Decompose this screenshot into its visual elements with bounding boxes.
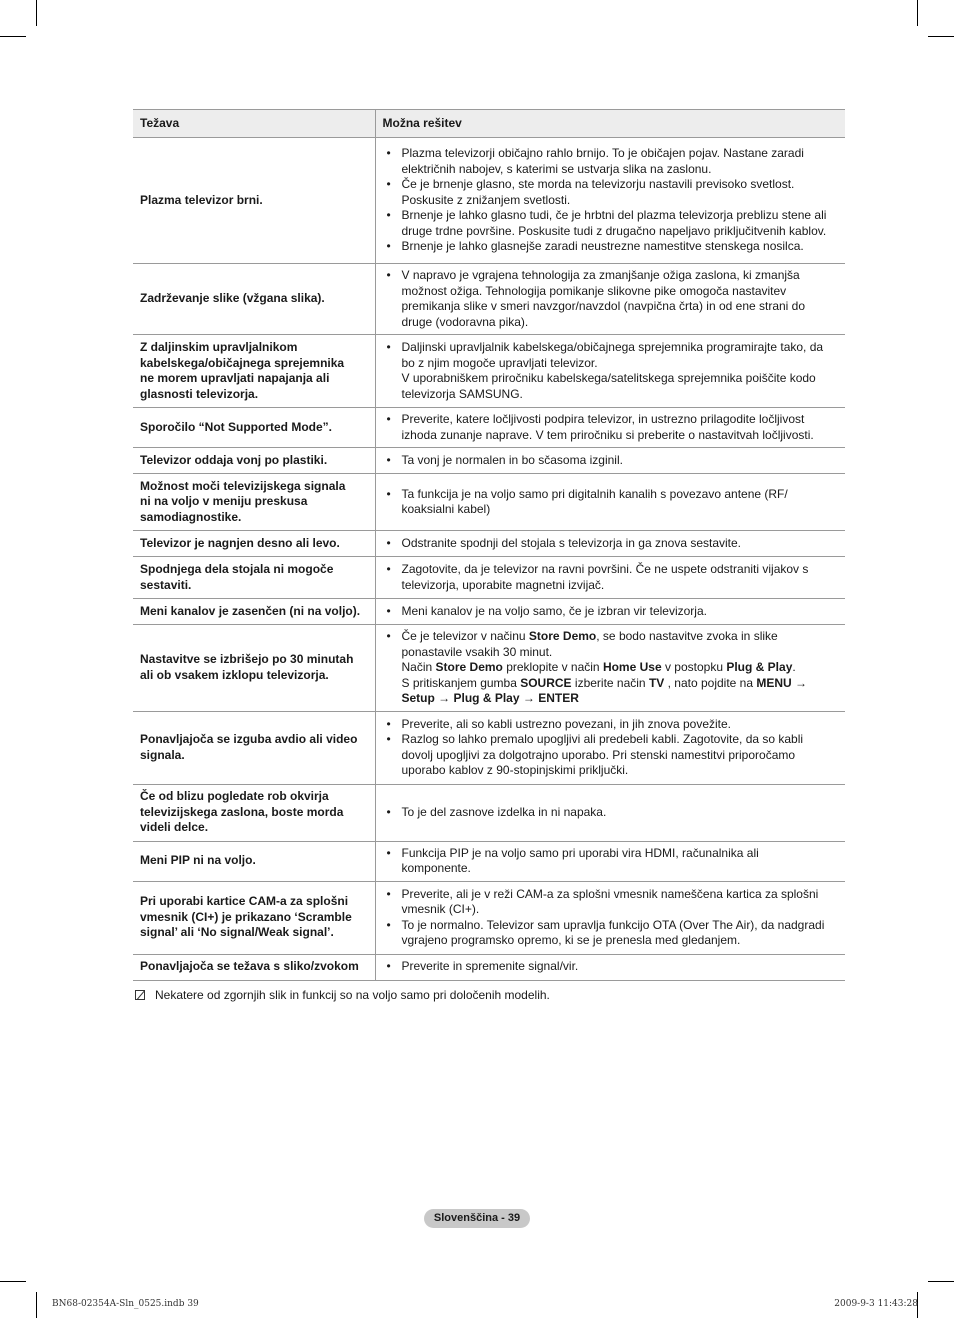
menu-term: Store Demo [528, 629, 597, 643]
solution-item [384, 887, 840, 918]
problem-text: Zadrževanje slike (vžgana slika). [140, 291, 325, 306]
solution-list [384, 453, 840, 469]
problem-text: sestaviti. [140, 577, 192, 592]
table-row [133, 711, 845, 784]
page-number-badge: Slovenščina - 39 [424, 1209, 530, 1228]
problem-cell [133, 784, 375, 841]
header-solution: Možna rešitev [375, 110, 845, 138]
solution-text: • Preverite in spremenite signal/vir. [401, 959, 579, 974]
table-row [133, 557, 845, 599]
header-problem: Težava [133, 110, 375, 138]
menu-term: Plug & Play [726, 660, 793, 674]
menu-term: MENU → [756, 675, 808, 690]
problem-text: ni na voljo v meniju preskusa [140, 494, 308, 509]
solution-text: druge (vodoravna pika). [401, 314, 529, 329]
solution-text: • Preverite, ali so kabli ustrezno povezani, in jih znova povežite. [401, 716, 732, 731]
solution-item [384, 487, 840, 518]
solution-cell [375, 408, 845, 448]
table-row [133, 335, 845, 408]
solution-item [384, 805, 840, 821]
solution-item [384, 717, 840, 733]
problem-cell [133, 408, 375, 448]
table-row [133, 784, 845, 841]
solution-text: • To je normalno. Televizor sam upravlja funkcijo OTA (Over The Air), da nadgradi [401, 917, 825, 932]
solution-item [384, 604, 840, 620]
table-row [133, 264, 845, 335]
solution-list [384, 604, 840, 620]
solution-item [384, 177, 840, 208]
menu-term: Store Demo [435, 660, 503, 674]
solution-text: • To je del zasnove izdelka in ni napaka. [401, 804, 607, 819]
problem-text: ne morem upravljati napajanja ali [140, 371, 330, 385]
solution-cell [375, 841, 845, 881]
problem-cell [133, 335, 375, 408]
problem-text: Možnost moči televizijskega signala [140, 478, 346, 493]
menu-term: Setup → Plug & Play → ENTER [401, 691, 579, 705]
solution-list [384, 717, 840, 779]
problem-cell [133, 557, 375, 599]
table-row [133, 841, 845, 881]
table-row [133, 138, 845, 264]
solution-text: • Daljinski upravljalnik kabelskega/običajnega sprejemnika programirajte tako, da [401, 340, 824, 354]
solution-item [384, 918, 840, 949]
problem-text: Ponavljajoča se težava s sliko/zvokom [140, 959, 359, 974]
solution-item [384, 412, 840, 443]
solution-text: električnih nabojev, s katerimi se ustvarja slika na zaslonu. [401, 161, 712, 176]
solution-text: • Ta vonj je normalen in bo sčasoma izginil. [401, 452, 623, 467]
solution-text: izberite način [571, 675, 649, 690]
solution-cell [375, 599, 845, 625]
solution-cell [375, 264, 845, 335]
solution-item [384, 453, 840, 469]
solution-text: premikanja slike v smeri navzgor/navzdol (navpična črta) in od ene strani do [401, 299, 806, 313]
solution-text: bo z njim mogoče upravljati televizor. [401, 355, 598, 370]
solution-text: • Brnenje je lahko glasno tudi, če je hrbtni del plazma televizorja preblizu stene ali [401, 208, 827, 223]
solution-text: ponastavile vsakih 30 minut. [401, 644, 553, 659]
problem-cell [133, 448, 375, 474]
table-row [133, 954, 845, 980]
print-footer-right: 2009-9-3 11:43:28 [834, 1299, 918, 1309]
solution-text: • Preverite, ali je v reži CAM-a za splošni vmesnik nameščena kartica za splošni [401, 886, 819, 901]
problem-cell [133, 711, 375, 784]
problem-cell [133, 841, 375, 881]
solution-item [384, 340, 840, 402]
table-row [133, 599, 845, 625]
solution-text: S pritiskanjem gumba [401, 675, 521, 690]
problem-text: signal’ ali ‘No signal/Weak signal’. [140, 925, 334, 940]
problem-text: Pri uporabi kartice CAM-a za splošni [140, 894, 349, 909]
solution-item [384, 562, 840, 593]
solution-cell [375, 448, 845, 474]
solution-item [384, 959, 840, 975]
solution-text: . [792, 660, 796, 674]
solution-line [402, 645, 840, 661]
solution-cell [375, 625, 845, 712]
solution-text: Poskusite z znižanjem svetlosti. [401, 192, 571, 207]
problem-cell [133, 474, 375, 531]
solution-text: možnost ožiga. Tehnologija pomikanje slikovne pike omogoča nastavitev [401, 283, 787, 298]
solution-line [402, 676, 840, 692]
solution-text: , nato pojdite na [664, 675, 757, 690]
solution-cell [375, 881, 845, 954]
problem-text: samodiagnostike. [140, 509, 242, 524]
crop-mark [928, 1281, 954, 1282]
solution-text: televizorja, uporabite magnetni izvijač. [401, 577, 605, 592]
solution-text: dovolj upogljivi za dolgotrajno uporabo. Pri stenski namestitvi priporočamo [401, 747, 796, 762]
problem-text: Če od blizu pogledate rob okvirja [140, 789, 329, 804]
solution-text: • Če je brnenje glasno, ste morda na televizorju nastavili previsoko svetlost. [401, 177, 795, 192]
crop-mark [928, 36, 954, 37]
solution-text: v postopku [661, 660, 727, 674]
problem-text: Sporočilo “Not Supported Mode”. [140, 419, 332, 434]
solution-cell [375, 531, 845, 557]
solution-cell [375, 711, 845, 784]
problem-text: Plazma televizor brni. [140, 192, 263, 207]
problem-text: Televizor oddaja vonj po plastiki. [140, 452, 328, 467]
crop-mark [36, 0, 37, 26]
crop-mark [36, 1292, 37, 1318]
solution-text: izhoda zunanje naprave. V tem priročniku si preberite o nastavitvah ločljivosti. [401, 427, 814, 442]
solution-item [384, 629, 840, 707]
table-row [133, 474, 845, 531]
solution-text: • Funkcija PIP je na voljo samo pri uporabi vira HDMI, računalnika ali [401, 845, 759, 860]
problem-text: Z daljinskim upravljalnikom [140, 340, 298, 354]
solution-text: Način [401, 660, 436, 674]
solution-list [384, 562, 840, 593]
solution-text: , se bodo nastavitve zvoka in slike [596, 629, 778, 643]
problem-text: Ponavljajoča se izguba avdio ali video [140, 732, 358, 746]
solution-text: vgrajeno programsko opremo, ki se je prenesla med gledanjem. [401, 933, 741, 947]
solution-list [384, 887, 840, 949]
problem-cell [133, 625, 375, 712]
problem-cell [133, 881, 375, 954]
problem-text: ali ob vsakem izklopu televizorja. [140, 667, 329, 682]
solution-text: • Zagotovite, da je televizor na ravni površini. Če ne uspete odstraniti vijakov s [401, 562, 809, 576]
solution-text: V uporabniškem priročniku kabelskega/satelitskega sprejemnika poiščite kodo [401, 371, 816, 385]
footnote [133, 988, 550, 1003]
solution-item [384, 239, 840, 255]
problem-text: Spodnjega dela stojala ni mogoče [140, 562, 334, 576]
solution-text: • Brnenje je lahko glasnejše zaradi neustrezne namestitve stenskega nosilca. [401, 239, 804, 254]
solution-list [384, 340, 840, 402]
table-row [133, 881, 845, 954]
table-row [133, 531, 845, 557]
solution-cell [375, 474, 845, 531]
print-footer-left: BN68-02354A-Sln_0525.indb 39 [52, 1299, 199, 1309]
solution-cell [375, 784, 845, 841]
table-header-row [133, 110, 845, 138]
solution-text: • Ta funkcija je na voljo samo pri digitalnih kanalih s povezavo antene (RF/ [401, 486, 788, 501]
solution-text: vmesnik (CI+). [401, 902, 480, 916]
solution-text: • V napravo je vgrajena tehnologija za zmanjšanje ožiga zaslona, ki zmanjša [401, 268, 800, 282]
problem-text: signala. [140, 747, 185, 762]
solution-text: koaksialni kabel) [401, 502, 491, 516]
solution-text: • Odstranite spodnji del stojala s televizorja in ga znova sestavite. [401, 535, 742, 550]
solution-text: Če je televizor v načinu [401, 629, 529, 643]
solution-text: druge trdne površine. Poskusite tudi z drugačno napeljavo priključitvenih kablov. [401, 223, 827, 238]
solution-text: komponente. [401, 861, 471, 875]
solution-list [384, 146, 840, 255]
table-row [133, 625, 845, 712]
solution-text: • Razlog so lahko premalo upogljivi ali predebeli kabli. Zagotovite, da so kabli [401, 732, 804, 746]
menu-term: Home Use [602, 660, 662, 674]
solution-item [384, 268, 840, 330]
solution-text: televizorja SAMSUNG. [401, 386, 523, 401]
problem-text: videli delce. [140, 820, 209, 835]
solution-item [384, 846, 840, 877]
solution-item [384, 208, 840, 239]
troubleshooting-table [133, 109, 845, 981]
problem-text: Televizor je nagnjen desno ali levo. [140, 535, 340, 550]
crop-mark [0, 1281, 26, 1282]
solution-cell [375, 138, 845, 264]
solution-text: uporabo kablov z 90-stopinjskimi priključki. [401, 763, 629, 777]
solution-cell [375, 954, 845, 980]
solution-list [384, 846, 840, 877]
solution-list [384, 805, 840, 821]
solution-item [384, 536, 840, 552]
solution-item [384, 732, 840, 779]
solution-list [384, 412, 840, 443]
problem-text: televizijskega zaslona, boste morda [140, 804, 344, 819]
problem-text: kabelskega/običajnega sprejemnika [140, 355, 345, 370]
solution-line [402, 629, 840, 645]
solution-line [402, 660, 840, 676]
solution-item [384, 146, 840, 177]
problem-text: vmesnik (CI+) je prikazano ‘Scramble [140, 909, 352, 924]
footnote-text: Nekatere od zgornjih slik in funkcij so na voljo samo pri določenih modelih. [155, 988, 550, 1002]
problem-text: Meni kanalov je zasenčen (ni na voljo). [140, 603, 361, 618]
problem-text: Nastavitve se izbrišejo po 30 minutah [140, 652, 354, 667]
solution-text: • Preverite, katere ločljivosti podpira televizor, in ustrezno prilagodite ločljivost [401, 412, 805, 426]
solution-list [384, 629, 840, 707]
solution-text: • Plazma televizorji običajno rahlo brnijo. To je običajen pojav. Nastane zaradi [401, 146, 804, 161]
problem-cell [133, 264, 375, 335]
solution-list [384, 268, 840, 330]
table-row [133, 408, 845, 448]
solution-list [384, 536, 840, 552]
note-icon [135, 990, 145, 1000]
problem-text: Meni PIP ni na voljo. [140, 853, 256, 868]
crop-mark [0, 36, 26, 37]
problem-cell [133, 954, 375, 980]
solution-cell [375, 335, 845, 408]
solution-text: preklopite v način [502, 660, 603, 674]
solution-cell [375, 557, 845, 599]
solution-list [384, 487, 840, 518]
solution-line [402, 691, 840, 707]
solution-text: • Meni kanalov je na voljo samo, če je izbran vir televizorja. [401, 603, 707, 618]
problem-cell [133, 599, 375, 625]
crop-mark [917, 0, 918, 26]
menu-term: SOURCE [520, 675, 572, 690]
problem-text: glasnosti televizorja. [140, 386, 259, 401]
table-row [133, 448, 845, 474]
solution-list [384, 959, 840, 975]
problem-cell [133, 531, 375, 557]
menu-term: TV [648, 675, 665, 690]
problem-cell [133, 138, 375, 264]
